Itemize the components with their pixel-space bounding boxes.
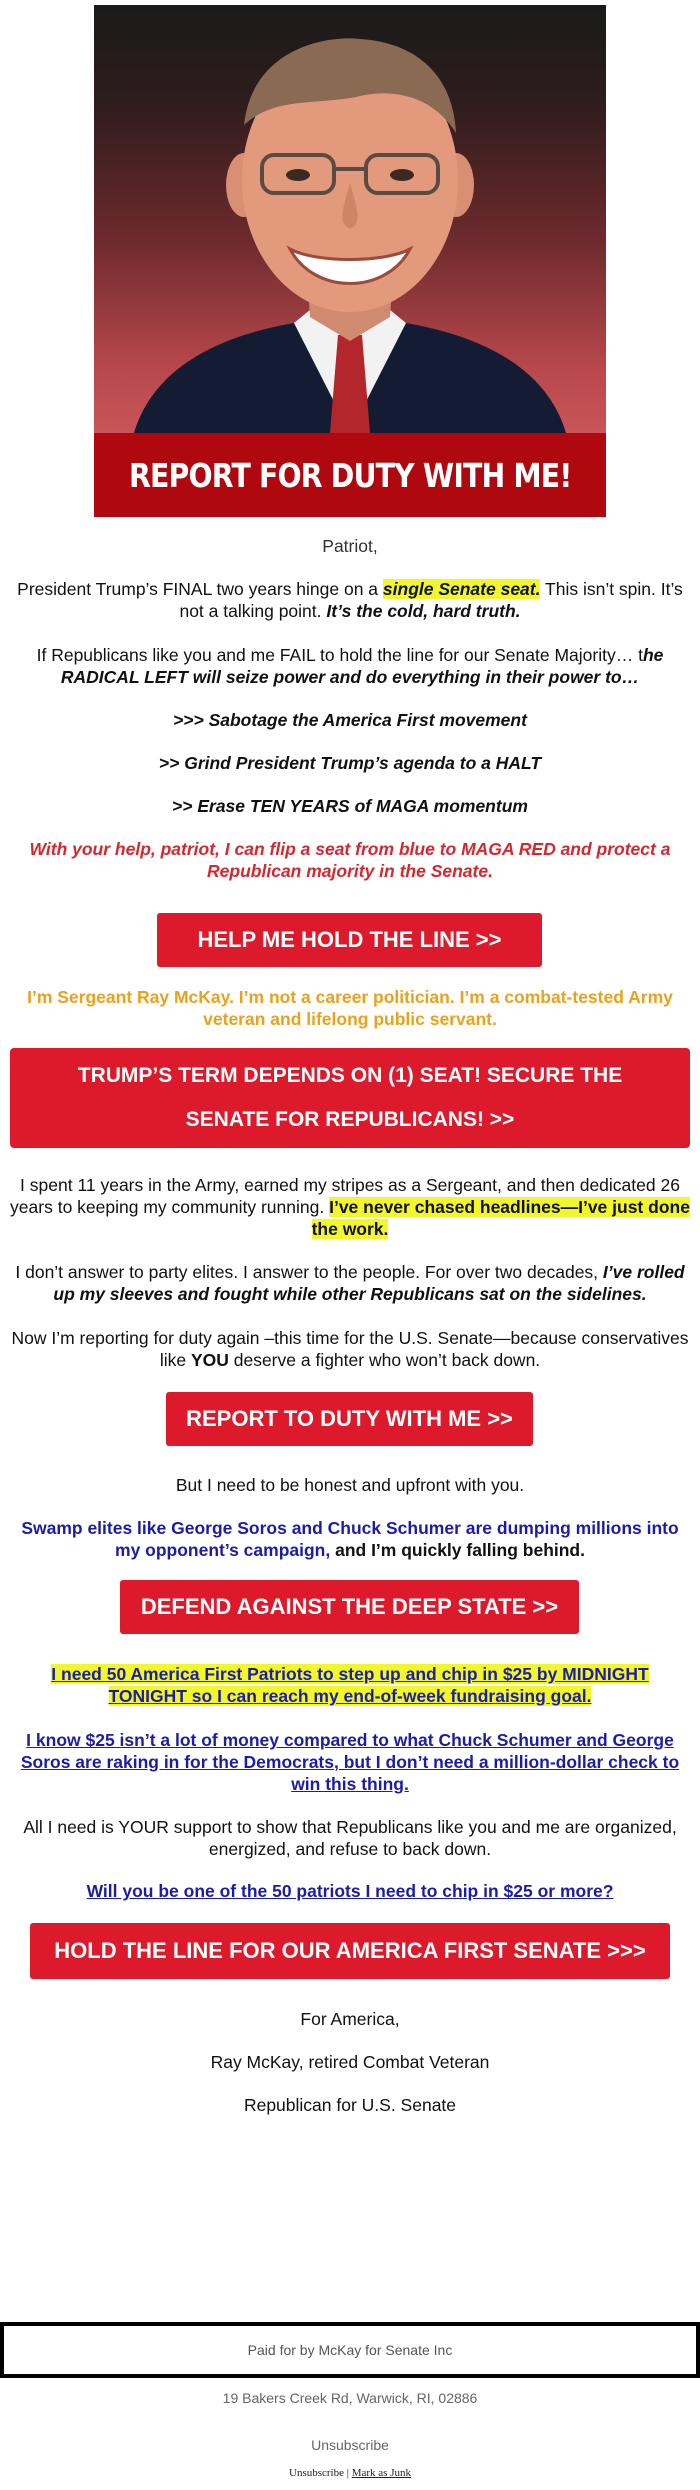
intro-highlight: single Senate seat. — [382, 579, 541, 599]
paid-for-box — [0, 2322, 700, 2378]
bullet-item: >>> Sabotage the America First movement — [173, 710, 527, 730]
elites-paragraph — [10, 1261, 690, 1305]
report-for-duty-banner[interactable] — [94, 433, 606, 517]
warning-emphasis: he RADICAL LEFT will seize power and do everything in their power to… — [60, 645, 664, 687]
mark-as-junk-link[interactable]: Mark as Junk — [351, 2467, 411, 2479]
elites-emphasis: I’ve rolled up my sleeves and fought while other Republicans sat on the sidelines. — [53, 1262, 685, 1304]
will-you-link[interactable]: Will you be one of the 50 patriots I need to chip in $25 or more? — [86, 1881, 614, 1901]
bullet-item: >> Erase TEN YEARS of MAGA momentum — [172, 796, 528, 816]
warning-text: If Republicans like you and me FAIL to hold the line for our Senate Majority… t — [36, 645, 643, 665]
paid-for-text: Paid for by McKay for Senate Inc — [247, 2342, 453, 2358]
unsubscribe-link[interactable]: Unsubscribe — [311, 2437, 389, 2453]
reporting-you: YOU — [190, 1350, 229, 1370]
intro-text-2: This isn’t spin. It’s not a talking point. — [179, 579, 683, 621]
reporting-paragraph — [10, 1327, 690, 1371]
candidate-intro: I’m Sergeant Ray McKay. I’m not a career politician. I’m a combat-tested Army veteran and lifelong public servant. — [27, 987, 673, 1029]
unsubscribe-small-link[interactable]: Unsubscribe — [289, 2467, 344, 2479]
dollar-25-link[interactable]: I know $25 isn’t a lot of money compared to what Chuck Schumer and George Soros are raking in for the Democrats, but I don’t need a million-dollar check to win this thing. — [20, 1730, 680, 1794]
warning-paragraph — [10, 644, 690, 688]
hero-banner-text: REPORT FOR DUTY WITH ME! — [128, 455, 572, 495]
bullet-item: >> Grind President Trump’s agenda to a HALT — [158, 753, 542, 773]
report-duty-button[interactable]: REPORT TO DUTY WITH ME >> — [166, 1392, 533, 1446]
intro-text: President Trump’s FINAL two years hinge on a — [17, 579, 383, 599]
signoff-line: For America, — [300, 2009, 400, 2029]
army-text: I spent 11 years in the Army, earned my stripes as a Sergeant, and then dedicated 26 years to keeping my community running. — [10, 1175, 680, 1217]
help-hold-line-button[interactable]: HELP ME HOLD THE LINE >> — [157, 913, 542, 967]
signoff-title: Republican for U.S. Senate — [243, 2095, 457, 2115]
reporting-text-2: deserve a fighter who won’t back down. — [228, 1350, 541, 1370]
intro-paragraph — [10, 578, 690, 622]
america-first-senate-button[interactable]: HOLD THE LINE FOR OUR AMERICA FIRST SENATE >>> — [30, 1923, 670, 1979]
greeting: Patriot, — [322, 536, 378, 556]
link-separator: | — [346, 2467, 349, 2479]
will-you-paragraph — [10, 1880, 690, 1902]
candidate-portrait-illustration — [94, 5, 606, 433]
candidate-photo — [94, 5, 606, 433]
dollar-25-paragraph — [10, 1729, 690, 1795]
signoff-name: Ray McKay, retired Combat Veteran — [210, 2052, 490, 2072]
army-highlight: I’ve never chased headlines—I’ve just done the work. — [311, 1197, 690, 1239]
need-50-paragraph — [30, 1663, 670, 1707]
footer-address: 19 Bakers Creek Rd, Warwick, RI, 02886 — [222, 2390, 478, 2406]
trump-term-button[interactable]: TRUMP’S TERM DEPENDS ON (1) SEAT! SECURE THE SENATE FOR REPUBLICANS! >> — [10, 1048, 690, 1148]
support-paragraph: All I need is YOUR support to show that Republicans like you and me are organized, energized, and refuse to back down. — [23, 1817, 677, 1859]
swamp-text: Swamp elites like George Soros and Chuck Schumer are dumping millions into my opponent’s campaign, — [21, 1518, 679, 1560]
red-callout: With your help, patriot, I can flip a seat from blue to MAGA RED and protect a Republican majority in the Senate. — [29, 839, 671, 881]
swamp-paragraph — [10, 1517, 690, 1561]
army-paragraph — [10, 1174, 690, 1240]
elites-text: I don’t answer to party elites. I answer to the people. For over two decades, — [15, 1262, 603, 1282]
need-50-link[interactable]: I need 50 America First Patriots to step up and chip in $25 by MIDNIGHT TONIGHT so I can reach my end-of-week fundraising goal. — [51, 1664, 649, 1706]
honest-line: But I need to be honest and upfront with you. — [175, 1475, 525, 1495]
footer-small-links — [0, 2467, 700, 2479]
intro-emphasis: It’s the cold, hard truth. — [326, 601, 521, 621]
hero-image[interactable] — [94, 5, 606, 517]
defend-deep-state-button[interactable]: DEFEND AGAINST THE DEEP STATE >> — [120, 1580, 579, 1634]
reporting-text: Now I’m reporting for duty again –this time for the U.S. Senate—because conservatives like — [11, 1328, 689, 1370]
swamp-behind: and I’m quickly falling behind. — [330, 1540, 585, 1560]
